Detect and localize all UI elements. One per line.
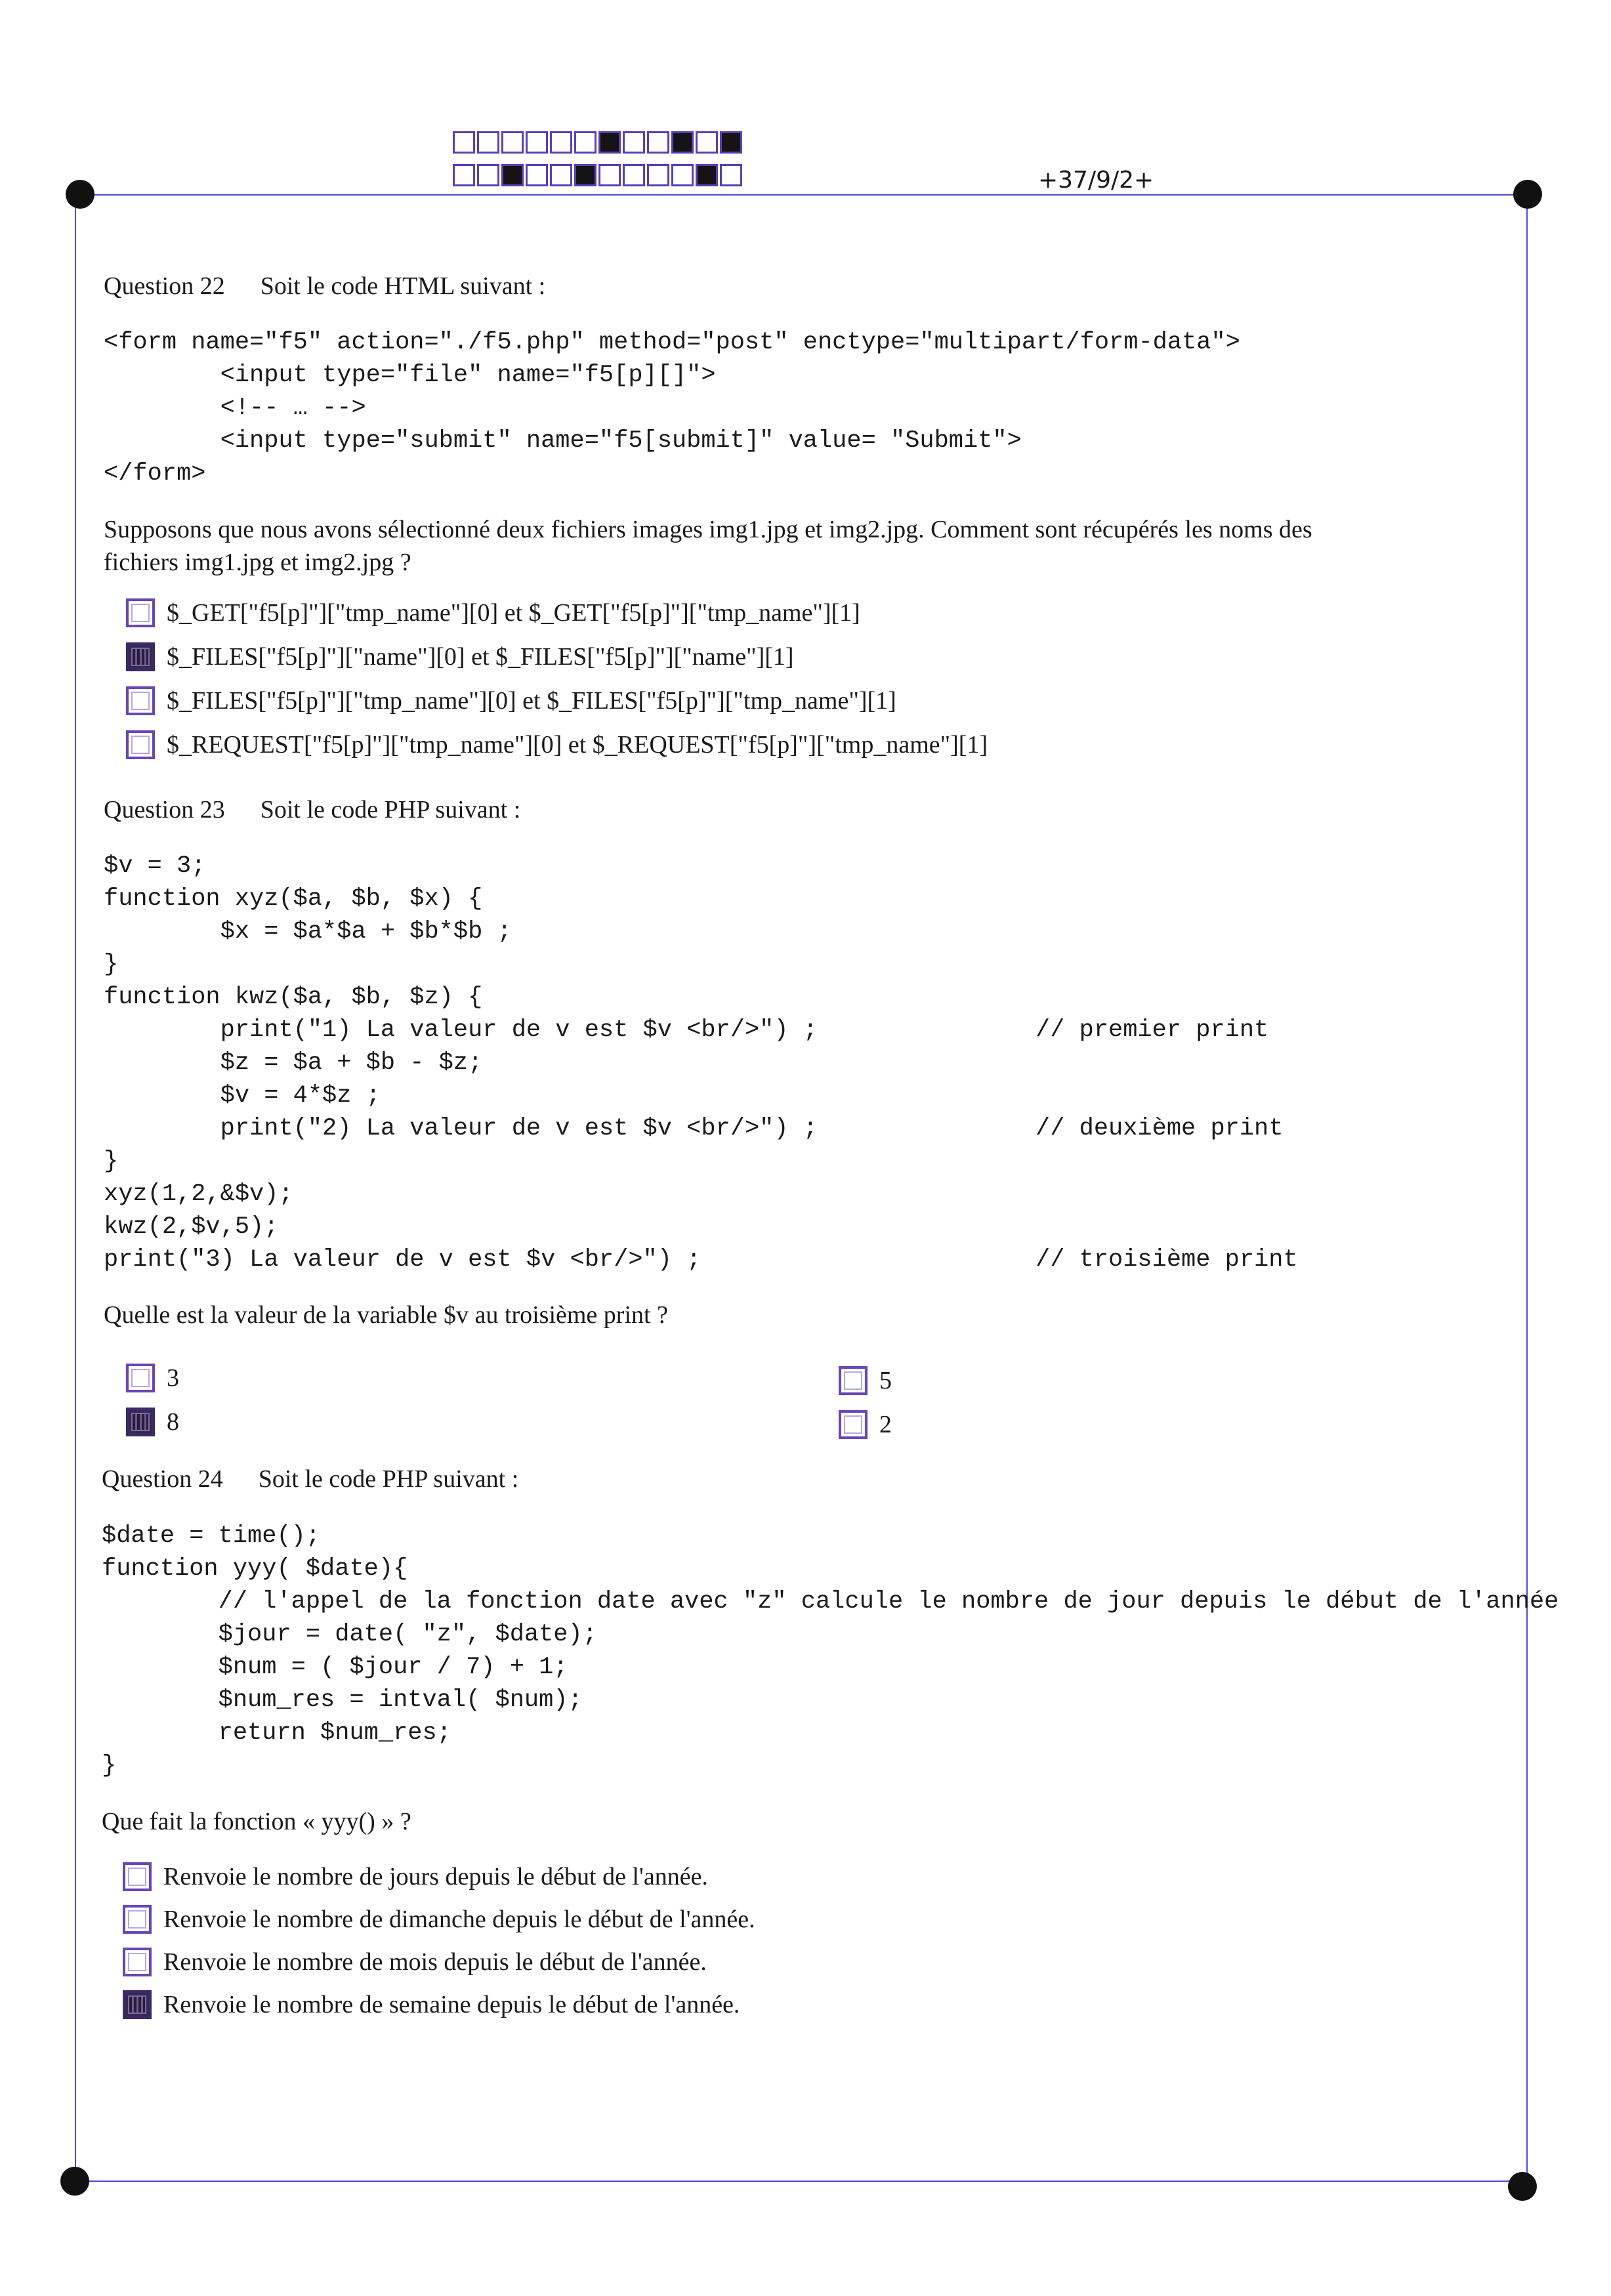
q24-option-3-checkbox[interactable]	[123, 1948, 152, 1976]
frame-bottom	[75, 2181, 1526, 2182]
q22-option-2-label: $_FILES["f5[p]"]["name"][0] et $_FILES["f5[p]"]["name"][1]	[167, 643, 794, 671]
q23-option-1-label: 3	[167, 1364, 179, 1392]
id-code-row-1	[453, 131, 744, 154]
q22-option-1[interactable]	[126, 598, 860, 627]
q22-code: <form name="f5" action="./f5.php" method="post" enctype="multipart/form-data"> <input type="file" name="f5[p][]"> <!-- … --> <input type="submit" name="f5[submit]" value= "Submit"> </form>	[104, 329, 1240, 488]
corner-mark-top-right	[1513, 180, 1542, 209]
q24-intro: Soit le code PHP suivant :	[258, 1465, 519, 1493]
q23-label: Question 23	[104, 796, 225, 824]
q24-option-1-label: Renvoie le nombre de jours depuis le début de l'année.	[163, 1863, 708, 1890]
q22-label: Question 22	[104, 272, 225, 300]
q24-option-4-label: Renvoie le nombre de semaine depuis le début de l'année.	[163, 1991, 740, 2018]
q23-option-4[interactable]	[839, 1410, 892, 1439]
q23-option-1[interactable]	[126, 1364, 179, 1392]
q24-code: $date = time(); function yyy( $date){ // l'appel de la fonction date avec "z" calcule le nombre de jour depuis le début de l'année $jour = date( "z", $date); $num = ( $jour / 7) + 1; $num_res = intval( $num); return $num_res; }	[102, 1522, 1559, 1780]
q22-option-4-checkbox[interactable]	[126, 730, 155, 759]
corner-mark-top-left	[66, 180, 94, 209]
q22-option-2-checkbox[interactable]	[126, 642, 155, 671]
q24-option-3[interactable]	[123, 1948, 707, 1976]
q22-option-4-label: $_REQUEST["f5[p]"]["tmp_name"][0] et $_REQUEST["f5[p]"]["tmp_name"][1]	[167, 731, 988, 759]
q23-option-2-checkbox[interactable]	[839, 1366, 868, 1395]
q24-header	[102, 1465, 518, 1493]
q23-option-4-label: 2	[879, 1411, 892, 1438]
frame-top	[80, 194, 1530, 196]
corner-mark-bottom-right	[1508, 2172, 1537, 2201]
q24-option-2-label: Renvoie le nombre de dimanche depuis le début de l'année.	[163, 1906, 755, 1933]
q22-question-line-1: Supposons que nous avons sélectionné deux fichiers images img1.jpg et img2.jpg. Comment sont récupérés les noms des	[104, 516, 1312, 543]
q22-option-3-label: $_FILES["f5[p]"]["tmp_name"][0] et $_FILES["f5[p]"]["tmp_name"][1]	[167, 687, 896, 715]
q23-intro: Soit le code PHP suivant :	[260, 796, 521, 824]
q23-header	[104, 795, 520, 824]
q22-option-3-checkbox[interactable]	[126, 686, 155, 715]
frame-right	[1526, 194, 1528, 2182]
q24-option-2[interactable]	[123, 1905, 755, 1934]
frame-left	[75, 194, 76, 2182]
q24-question: Que fait la fonction « yyy() » ?	[102, 1808, 411, 1835]
q22-option-1-checkbox[interactable]	[126, 598, 155, 627]
q23-option-3-label: 8	[167, 1408, 179, 1436]
q22-intro: Soit le code HTML suivant :	[260, 272, 546, 300]
q22-option-1-label: $_GET["f5[p]"]["tmp_name"][0] et $_GET["f5[p]"]["tmp_name"][1]	[167, 599, 860, 627]
corner-mark-bottom-left	[60, 2167, 89, 2196]
q23-question: Quelle est la valeur de la variable $v au troisième print ?	[104, 1301, 668, 1329]
q24-option-2-checkbox[interactable]	[123, 1905, 152, 1934]
q24-option-4[interactable]	[123, 1990, 740, 2019]
id-code-row-2	[453, 164, 744, 186]
q24-option-4-checkbox[interactable]	[123, 1990, 152, 2019]
q24-label: Question 24	[102, 1465, 223, 1493]
q23-option-4-checkbox[interactable]	[839, 1410, 868, 1439]
q23-option-1-checkbox[interactable]	[126, 1364, 155, 1392]
q22-option-3[interactable]	[126, 686, 896, 715]
q23-option-3-checkbox[interactable]	[126, 1408, 155, 1436]
q23-comment-3: // troisième print	[1036, 1246, 1298, 1274]
q22-question-line-2: fichiers img1.jpg et img2.jpg ?	[104, 549, 411, 576]
q22-header	[104, 272, 545, 301]
q23-option-2-label: 5	[879, 1367, 892, 1394]
page-code: +37/9/2+	[1038, 167, 1154, 194]
q24-option-1-checkbox[interactable]	[123, 1862, 152, 1891]
q23-comment-2: // deuxième print	[1036, 1115, 1284, 1142]
q22-option-4[interactable]	[126, 730, 988, 759]
q22-option-2[interactable]	[126, 642, 794, 671]
q23-option-3[interactable]	[126, 1408, 179, 1436]
q23-code: $v = 3; function xyz($a, $b, $x) { $x = $a*$a + $b*$b ; } function kwz($a, $b, $z) { print("1) La valeur de v est $v <br/>") ; $z = $a + $b - $z; $v = 4*$z ; print("2) La valeur de v est $v <br/>") ; } xyz(1,2,&$v); kwz(2,$v,5); print("3) La valeur de v est $v <br/>") ;	[104, 852, 818, 1274]
q24-option-1[interactable]	[123, 1862, 708, 1891]
q23-option-2[interactable]	[839, 1366, 892, 1395]
q24-option-3-label: Renvoie le nombre de mois depuis le début de l'année.	[163, 1948, 707, 1976]
q23-comment-1: // premier print	[1036, 1016, 1269, 1044]
